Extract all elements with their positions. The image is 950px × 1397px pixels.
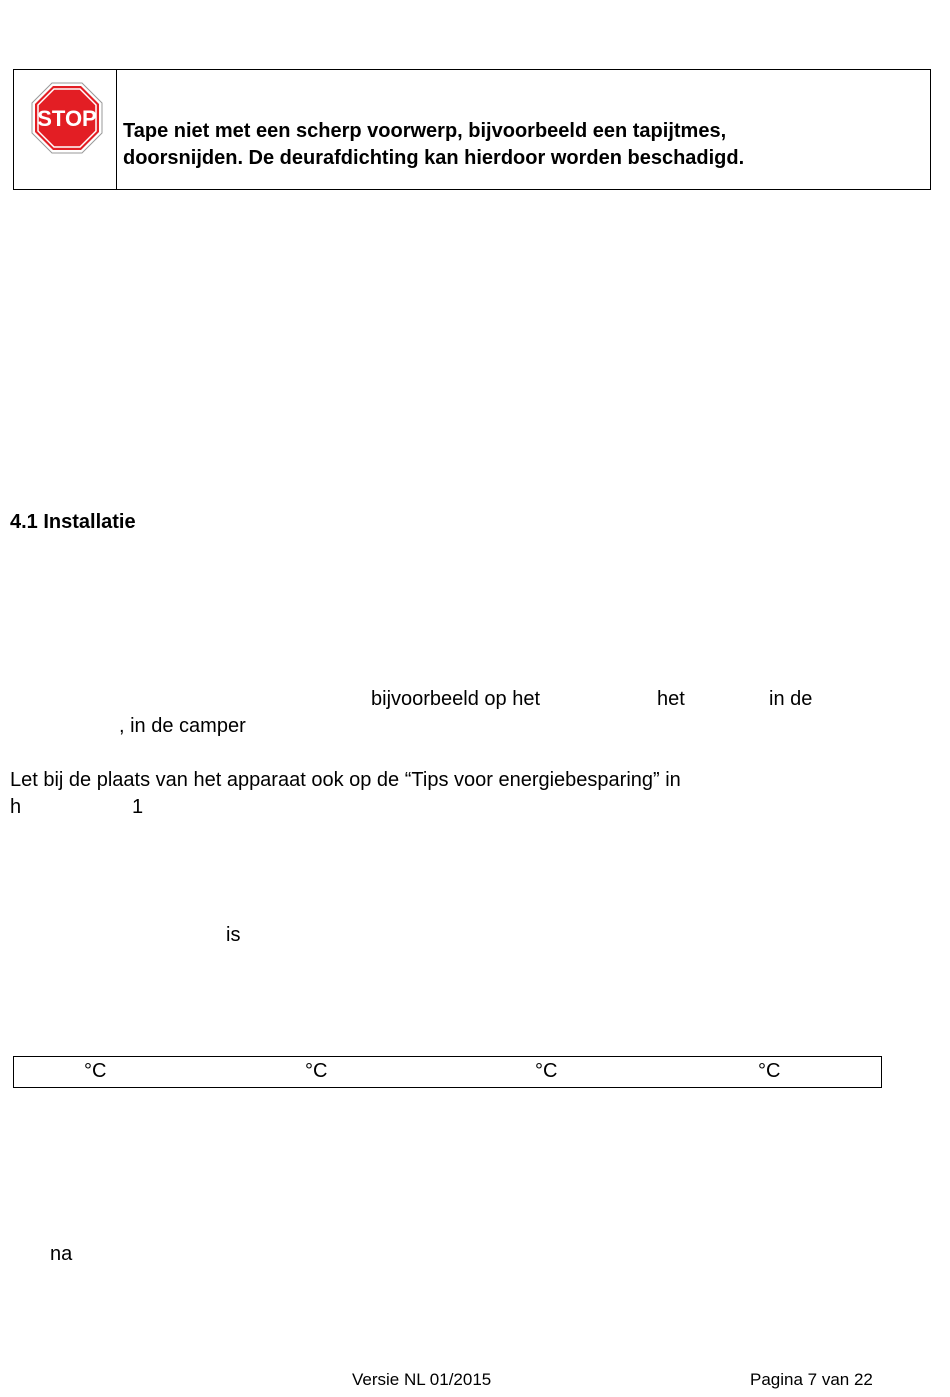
text-fragment-4: , in de camper: [119, 715, 246, 737]
temperature-cell: °C: [535, 1060, 558, 1082]
warning-text: [123, 118, 744, 172]
text-fragment-na: na: [50, 1243, 73, 1265]
temperature-cell: °C: [758, 1060, 781, 1082]
tip-fragment-h: h: [10, 796, 22, 818]
warning-line-1: Tape niet met een scherp voorwerp, bijvoorbeeld een tapijtmes,: [123, 120, 727, 142]
section-heading: 4.1 Installatie: [10, 511, 136, 533]
warning-line-2: doorsnijden. De deurafdichting kan hierdoor worden beschadigd.: [123, 147, 745, 169]
stop-sign-label: STOP: [37, 106, 97, 131]
temperature-cell: °C: [305, 1060, 328, 1082]
tip-fragment-1: 1: [132, 796, 144, 818]
text-fragment-is: is: [226, 924, 241, 946]
text-fragment-3: in de: [769, 688, 813, 710]
tip-line-1: Let bij de plaats van het apparaat ook op de “Tips voor energiebesparing” in: [10, 769, 681, 791]
footer-version: Versie NL 01/2015: [352, 1370, 492, 1389]
warning-box: [13, 69, 931, 190]
text-fragment-1: bijvoorbeeld op het: [371, 688, 541, 710]
warning-divider: [116, 70, 117, 189]
temperature-table: [13, 1056, 882, 1088]
footer-page-number: Pagina 7 van 22: [750, 1370, 873, 1389]
text-fragment-2: het: [657, 688, 685, 710]
temperature-cell: °C: [84, 1060, 107, 1082]
stop-sign-icon: [31, 82, 103, 154]
